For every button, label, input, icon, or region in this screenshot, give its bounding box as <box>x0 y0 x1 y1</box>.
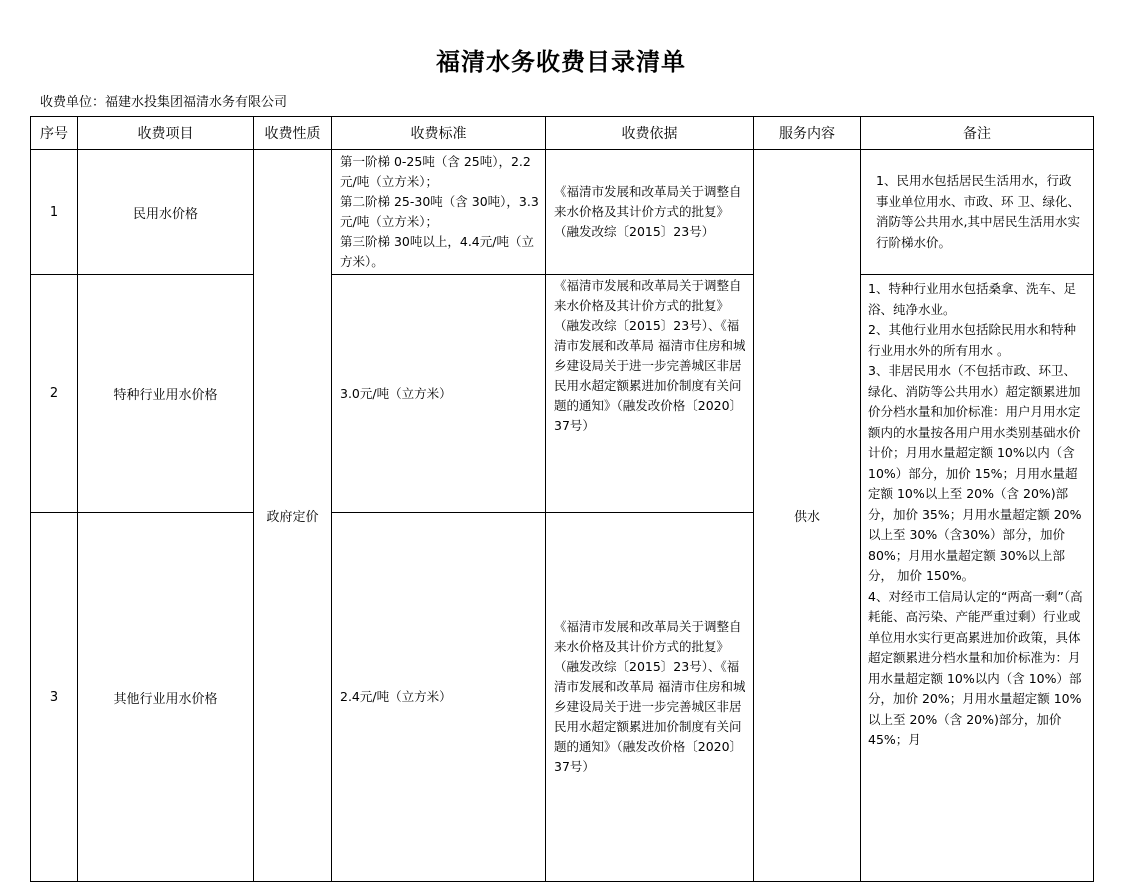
table-header-row <box>31 117 1094 150</box>
remark-note: 1、特种行业用水包括桑拿、洗车、足浴、纯净水业。 <box>868 281 1076 317</box>
row-no: 1 <box>31 150 78 275</box>
row-standard: 2.4元/吨（立方米） <box>332 513 546 882</box>
row-basis: 《福清市发展和改革局关于调整自来水价格及其计价方式的批复》（融发改综〔2015〕23号） <box>546 150 754 275</box>
charging-unit-label: 收费单位：福建水投集团福清水务有限公司 <box>40 95 288 110</box>
fee-nature: 政府定价 <box>254 150 332 882</box>
fee-catalog-table <box>30 116 1094 882</box>
row-standard: 3.0元/吨（立方米） <box>332 275 546 513</box>
table-row <box>31 275 1094 513</box>
row-remark <box>861 150 1094 275</box>
remark-note: 4、对经市工信局认定的“两高一剩”（高耗能、高污染、产能严重过剩）行业或单位用水实行更高累进加价政策，具体超定额累进分档水量和加价标准为：月用水量超定额 10%以内（含 10%）部分，加价 20%；月用水量超定额 10%以上至 20%（含 20%)部分，加价 45%；月 <box>868 588 1083 747</box>
row-item: 特种行业用水价格 <box>78 275 254 513</box>
shared-remarks <box>861 275 1094 882</box>
row-basis <box>546 275 754 513</box>
row-item: 民用水价格 <box>78 150 254 275</box>
row-no: 2 <box>31 275 78 513</box>
header-no: 序号 <box>31 117 78 150</box>
header-service: 服务内容 <box>754 117 861 150</box>
page-title: 福清水务收费目录清单 <box>436 47 686 76</box>
header-item: 收费项目 <box>78 117 254 150</box>
row-standard: 第一阶梯 0-25吨（含 25吨），2.2元/吨（立方米）； 第二阶梯 25-30吨（含 30吨），3.3元/吨（立方米）； 第三阶梯 30吨以上，4.4元/吨（立方米）。 <box>332 150 546 275</box>
header-nature: 收费性质 <box>254 117 332 150</box>
table-row <box>31 150 1094 275</box>
basis-text: 《福清市发展和改革局关于调整自来水价格及其计价方式的批复》（融发改综〔2015〕23号）、《福清市发展和改革局 福清市住房和城乡建设局关于进一步完善城区非居民用水超定额累进加价制度有关问题的通知》（融发改价格〔2020〕37号） <box>554 278 746 433</box>
remark-note: 2、其他行业用水包括除民用水和特种行业用水外的所有用水 。 <box>868 322 1076 358</box>
row-no: 3 <box>31 513 78 882</box>
row-item: 其他行业用水价格 <box>78 513 254 882</box>
remark-note: 1、民用水包括居民生活用水，行政事业单位用水、市政、环 卫、绿化、消防等公共用水,其中居民生活用水实行阶梯水价。 <box>876 173 1080 250</box>
header-remarks: 备注 <box>861 117 1094 150</box>
service-content: 供水 <box>754 150 861 882</box>
header-basis: 收费依据 <box>546 117 754 150</box>
remark-note: 3、非居民用水（不包括市政、环卫、绿化、消防等公共用水）超定额累进加价分档水量和加价标准：用户月用水定额内的水量按各用户用水类别基础水价计价；月用水量超定额 10%以内（含 10%）部分，加价 15%；月用水量超定额 10%以上至 20%（含 20%)部分，加价 35%；月用水量超定额 20%以上至 30%（含30%）部分，加价 80%；月用水量超定额 30%以上部分， 加价 150%。 <box>868 363 1082 583</box>
row-basis: 《福清市发展和改革局关于调整自来水价格及其计价方式的批复》（融发改综〔2015〕23号）、《福清市发展和改革局 福清市住房和城乡建设局关于进一步完善城区非居民用水超定额累进加价制度有关问题的通知》（融发改价格〔2020〕37号） <box>546 513 754 882</box>
header-standard: 收费标准 <box>332 117 546 150</box>
